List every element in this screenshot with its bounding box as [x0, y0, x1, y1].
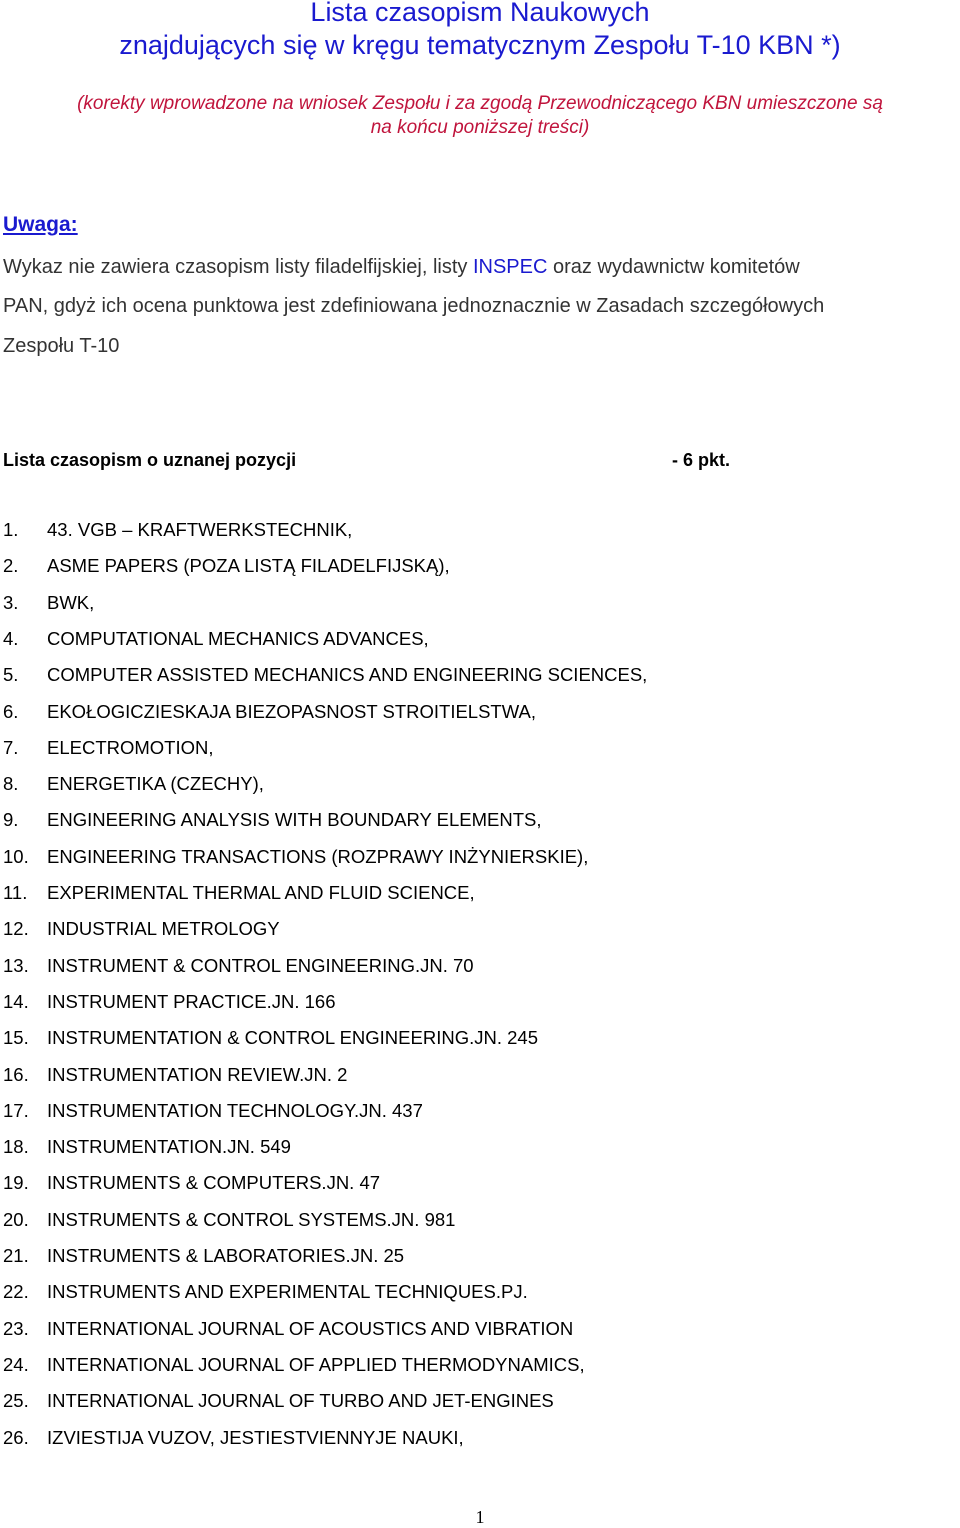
list-item-title: INSTRUMENTATION.JN. 549 — [47, 1136, 291, 1158]
list-item-number: 13. — [3, 954, 29, 976]
list-item-number: 7. — [3, 736, 19, 758]
list-item-title: COMPUTATIONAL MECHANICS ADVANCES, — [47, 627, 429, 649]
list-item-title: INSTRUMENTATION REVIEW.JN. 2 — [47, 1063, 348, 1085]
list-item-title: INSTRUMENT PRACTICE.JN. 166 — [47, 990, 336, 1012]
page-title: Lista czasopism Naukowych — [310, 0, 650, 27]
list-item-number: 18. — [3, 1136, 29, 1158]
list-item-number: 2. — [3, 555, 19, 577]
note-text-segment: oraz wydawnictw komitetów — [547, 256, 800, 278]
list-item-number: 11. — [3, 882, 28, 903]
correction-note-line1: (korekty wprowadzone na wniosek Zespołu i za zgodą Przewodniczącego KBN umieszczone są — [77, 93, 883, 114]
list-item-number: 17. — [3, 1099, 29, 1121]
list-item-title: INSTRUMENT & CONTROL ENGINEERING.JN. 70 — [47, 954, 474, 976]
list-item-title: INSTRUMENTS & LABORATORIES.JN. 25 — [47, 1245, 405, 1266]
note-text-line2: PAN, gdyż ich ocena punktowa jest zdefiniowana jednoznacznie w Zasadach szczegółowych — [3, 295, 825, 317]
list-item-number: 21. — [3, 1245, 29, 1266]
list-item-title: ELECTROMOTION, — [47, 736, 214, 758]
list-item-title: INSTRUMENTS AND EXPERIMENTAL TECHNIQUES.PJ. — [47, 1281, 528, 1303]
list-item-title: INTERNATIONAL JOURNAL OF ACOUSTICS AND VIBRATION — [47, 1317, 574, 1339]
list-item-number: 12. — [3, 918, 29, 940]
note-text-segment: Wykaz nie zawiera czasopism listy filadelfijskiej, listy — [3, 256, 473, 278]
list-item-title: INTERNATIONAL JOURNAL OF APPLIED THERMODYNAMICS, — [47, 1353, 585, 1375]
page-number: 1 — [475, 1507, 485, 1527]
list-item-title: EKOŁOGICZIESKAJA BIEZOPASNOST STROITIELSTWA, — [47, 700, 536, 722]
list-item-title: IZVIESTIJA VUZOV, JESTIESTVIENNYJE NAUKI, — [47, 1426, 464, 1448]
list-item-title: ASME PAPERS (POZA LISTĄ FILADELFIJSKĄ), — [47, 555, 450, 577]
list-item-title: ENGINEERING TRANSACTIONS (ROZPRAWY INŻYNIERSKIE), — [47, 845, 589, 867]
list-item-title: INDUSTRIAL METROLOGY — [47, 918, 280, 940]
list-item-title: COMPUTER ASSISTED MECHANICS AND ENGINEERING SCIENCES, — [47, 664, 648, 686]
list-item-title: 43. VGB – KRAFTWERKSTECHNIK, — [47, 519, 353, 540]
list-heading: Lista czasopism o uznanej pozycji — [3, 450, 297, 470]
list-item-number: 20. — [3, 1208, 29, 1230]
list-item-title: INSTRUMENTS & COMPUTERS.JN. 47 — [47, 1172, 381, 1194]
list-item-title: ENGINEERING ANALYSIS WITH BOUNDARY ELEMENTS, — [47, 809, 542, 831]
note-text-line1 — [3, 255, 800, 279]
list-item-number: 14. — [3, 990, 29, 1012]
inspec-highlight: INSPEC — [472, 256, 548, 278]
list-item-number: 19. — [3, 1172, 29, 1194]
list-item-number: 1. — [3, 519, 19, 540]
list-item-number: 10. — [3, 845, 29, 867]
list-item-number: 6. — [3, 700, 19, 722]
list-item-number: 3. — [3, 591, 19, 613]
list-item-number: 23. — [3, 1317, 29, 1339]
list-item-title: ENERGETIKA (CZECHY), — [47, 773, 264, 795]
list-item-number: 15. — [3, 1027, 29, 1049]
list-points: - 6 pkt. — [672, 450, 731, 470]
list-item-number: 5. — [3, 664, 19, 686]
note-label: Uwaga: — [3, 213, 78, 236]
list-item-title: INSTRUMENTATION & CONTROL ENGINEERING.JN. 245 — [47, 1027, 538, 1049]
list-item-number: 26. — [3, 1426, 29, 1448]
correction-note-line2: na końcu poniższej treści) — [370, 117, 590, 138]
list-item-title: BWK, — [47, 591, 95, 613]
list-item-number: 8. — [3, 773, 19, 795]
list-item-title: INSTRUMENTS & CONTROL SYSTEMS.JN. 981 — [47, 1208, 456, 1230]
list-item-number: 24. — [3, 1353, 29, 1375]
list-item-number: 22. — [3, 1281, 29, 1303]
list-item-title: EXPERIMENTAL THERMAL AND FLUID SCIENCE, — [47, 882, 475, 903]
list-item-number: 4. — [3, 627, 19, 649]
list-item-title: INSTRUMENTATION TECHNOLOGY.JN. 437 — [47, 1099, 423, 1121]
list-item-number: 16. — [3, 1063, 29, 1085]
list-item-number: 25. — [3, 1390, 29, 1412]
page-title-line2: znajdujących się w kręgu tematycznym Zespołu T-10 KBN *) — [119, 30, 841, 60]
note-text-line3: Zespołu T-10 — [3, 335, 120, 357]
list-item-title: INTERNATIONAL JOURNAL OF TURBO AND JET-ENGINES — [47, 1390, 554, 1412]
list-item-number: 9. — [3, 809, 19, 831]
